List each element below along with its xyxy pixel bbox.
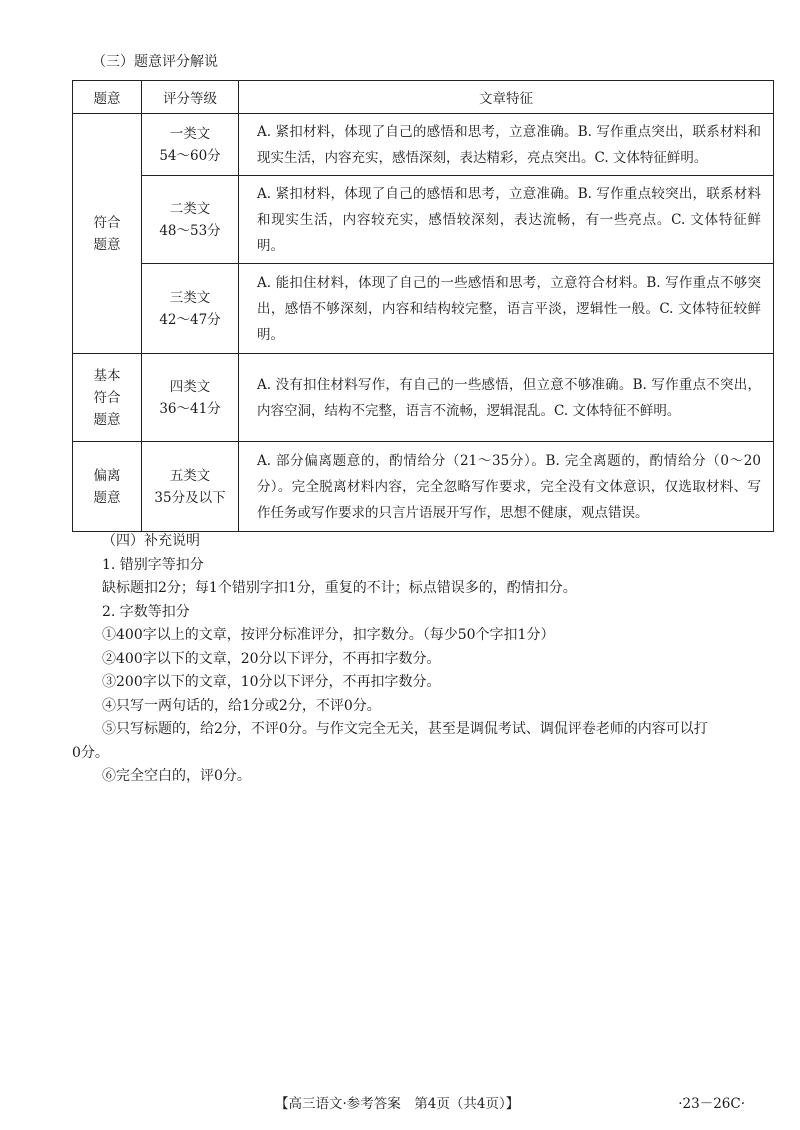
category-cell	[73, 114, 142, 354]
category-text: 题意	[93, 411, 121, 428]
level-score: 54～60分	[159, 147, 221, 164]
level-cell	[142, 176, 239, 264]
notes-item: ②400字以下的文章，20分以下评分，不再扣字数分。	[102, 650, 441, 667]
table-row	[73, 176, 774, 264]
notes-heading: 2. 字数等扣分	[102, 603, 190, 620]
level-cell	[142, 442, 239, 532]
footer-page-info: 【高三语文·参考答案 第4页（共4页）】	[275, 1096, 520, 1112]
category-text: 题意	[93, 236, 121, 253]
level-name: 五类文	[169, 467, 211, 484]
table-row	[73, 354, 774, 442]
description-cell: A. 紧扣材料，体现了自己的感悟和思考，立意准确。B. 写作重点突出，联系材料和现实生活，内容充实，感悟深刻，表达精彩，亮点突出。C. 文体特征鲜明。	[239, 114, 774, 176]
category-text: 符合	[93, 214, 121, 231]
notes-line: 缺标题扣2分；每1个错别字扣1分，重复的不计；标点错误多的，酌情扣分。	[102, 580, 577, 596]
category-text: 偏离	[93, 467, 121, 484]
level-name: 三类文	[169, 289, 211, 306]
level-name: 一类文	[169, 125, 211, 142]
notes-item-continuation: 0分。	[72, 744, 109, 761]
notes-title: （四）补充说明	[102, 533, 200, 549]
category-text: 基本	[93, 367, 121, 384]
description-cell: A. 紧扣材料，体现了自己的感悟和思考，立意准确。B. 写作重点较突出，联系材料和现实生活，内容较充实，感悟较深刻，表达流畅，有一些亮点。C. 文体特征鲜明。	[239, 176, 774, 264]
notes-item: ④只写一两句话的，给1分或2分，不评0分。	[102, 697, 381, 714]
table-row	[73, 442, 774, 532]
level-score: 48～53分	[159, 222, 221, 239]
table-row	[73, 264, 774, 354]
header-cell: 文章特征	[239, 81, 774, 114]
level-score: 42～47分	[159, 311, 221, 328]
category-text: 题意	[93, 489, 121, 506]
description-cell: A. 没有扣住材料写作，有自己的一些感悟，但立意不够准确。B. 写作重点不突出，内容空洞，结构不完整，语言不流畅，逻辑混乱。C. 文体特征不鲜明。	[239, 354, 774, 442]
level-cell	[142, 114, 239, 176]
level-name: 二类文	[169, 200, 211, 217]
level-cell	[142, 264, 239, 354]
section-title: （三）题意评分解说	[92, 54, 218, 70]
grading-table	[72, 80, 774, 532]
level-score: 35分及以下	[154, 489, 226, 506]
table-header-row	[73, 81, 774, 114]
notes-item: ⑥完全空白的，评0分。	[102, 768, 251, 784]
notes-heading: 1. 错别字等扣分	[102, 556, 204, 573]
category-text: 符合	[93, 389, 121, 406]
footer-code: ·23－26C·	[678, 1096, 745, 1112]
description-cell: A. 部分偏离题意的，酌情给分（21～35分）。B. 完全离题的，酌情给分（0～20分）。完全脱离材料内容，完全忽略写作要求，完全没有文体意识，仅选取材料、写作任务或写作要求的只言片语展开写作，思想不健康，观点错误。	[239, 442, 774, 532]
notes-item: ①400字以上的文章，按评分标准评分，扣字数分。（每少50个字扣1分）	[102, 627, 555, 643]
level-name: 四类文	[169, 378, 211, 395]
table-row	[73, 114, 774, 176]
category-cell	[73, 442, 142, 532]
notes-item: ③200字以下的文章，10分以下评分，不再扣字数分。	[102, 674, 441, 690]
header-cell: 评分等级	[142, 81, 239, 114]
level-score: 36～41分	[159, 400, 221, 417]
description-cell: A. 能扣住材料，体现了自己的一些感悟和思考，立意符合材料。B. 写作重点不够突出，感悟不够深刻，内容和结构较完整，语言平淡，逻辑性一般。C. 文体特征较鲜明。	[239, 264, 774, 354]
category-cell	[73, 354, 142, 442]
supplementary-notes	[72, 530, 784, 789]
notes-item: ⑤只写标题的，给2分，不评0分。与作文完全无关，甚至是调侃考试、调侃评卷老师的内容可以打	[102, 721, 708, 737]
level-cell	[142, 354, 239, 442]
header-cell: 题意	[73, 81, 142, 114]
